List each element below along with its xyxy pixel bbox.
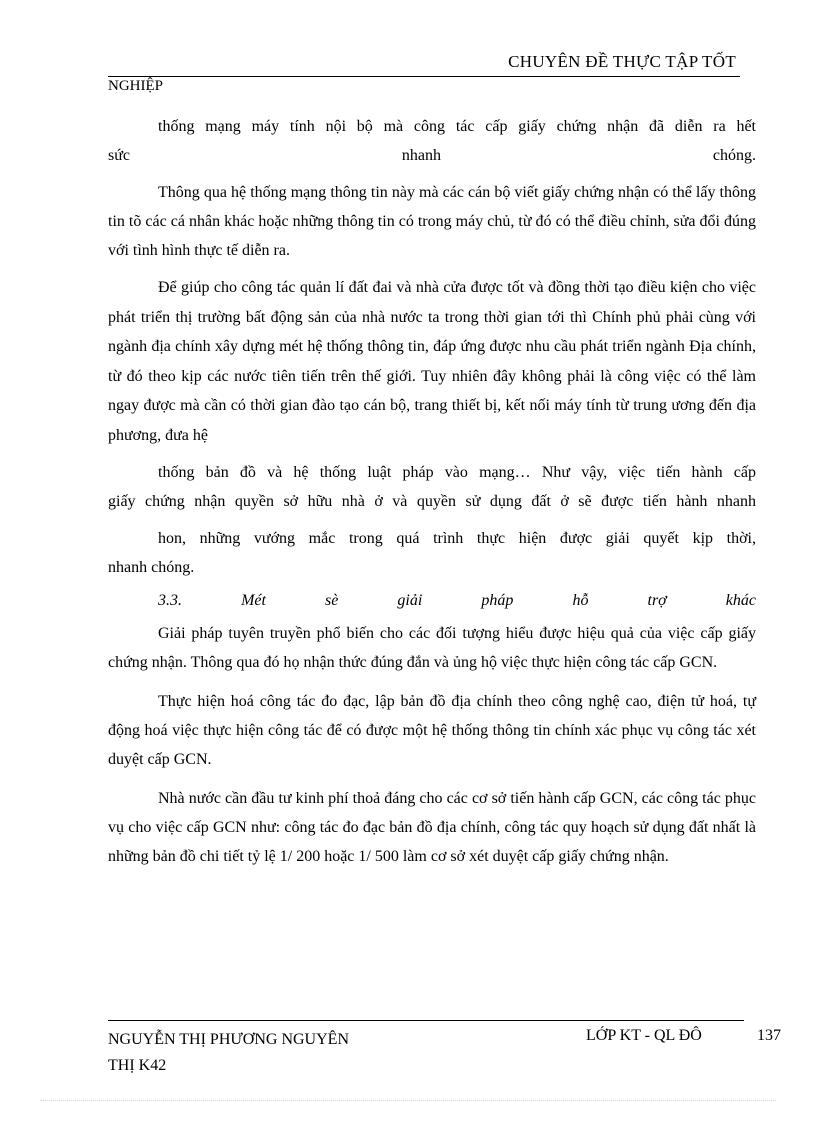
- paragraph-1-line-2: sức nhanh chóng.: [108, 147, 756, 164]
- paragraph-3: Để giúp cho công tác quản lí đất đai và nhà cửa được tốt và đồng thời tạo điều kiện cho việc phát triển thị trường bất động sản của nhà nước ta trong thời gian tới thì Chính phủ phải cùng với ngành địa chính xây dựng mét hệ thống thông tin, đáp ứng được nhu cầu phát triển ngành Địa chính, từ đó theo kịp các nước tiên tiến trên thế giới. Tuy nhiên đây không phải là công việc có thể làm ngay được mà cần có thời gian đào tạo cán bộ, trang thiết bị, kết nối máy tính từ trung ương đến địa phương, đưa hệ: [108, 279, 756, 444]
- paragraph-5-line-1: hon, những vướng mắc trong quá trình thực hiện được giải quyết kịp thời,: [158, 530, 756, 547]
- paragraph-8: Nhà nước cần đầu tư kinh phí thoả đáng cho các cơ sở tiến hành cấp GCN, các công tác phục vụ cho việc cấp GCN như: công tác đo đạc bản đồ địa chính, công tác quy hoạch sử dụng đất nhất là những bản đồ chi tiết tỷ lệ 1/ 200 hoặc 1/ 500 làm cơ sở xét duyệt cấp giấy chứng nhận.: [108, 790, 756, 865]
- paragraph-5-line-2: nhanh chóng.: [108, 559, 195, 576]
- footer-author-line-2: THỊ K42: [108, 1057, 167, 1074]
- header-title: CHUYÊN ĐỀ THỰC TẬP TỐT: [508, 52, 736, 71]
- header-title-continuation: NGHIỆP: [108, 78, 163, 94]
- footer-class: LỚP KT - QL ĐÔ: [586, 1027, 702, 1044]
- section-heading: 3.3. Mét sè giải pháp hỗ trợ khác: [158, 592, 756, 609]
- footer-author-line-1: NGUYỄN THỊ PHƯƠNG NGUYÊN: [108, 1031, 349, 1048]
- paragraph-4-line-1: thống bản đồ và hệ thống luật pháp vào mạng… Như vậy, việc tiến hành cấp: [158, 464, 756, 481]
- paragraph-2: Thông qua hệ thống mạng thông tin này mà các cán bộ viết giấy chứng nhận có thể lấy thông tin tõ các cá nhân khác hoặc những thông tin có trong máy chủ, từ đó có thể điều chỉnh, sửa đổi đúng với tình hình thực tế diễn ra.: [108, 184, 756, 259]
- document-body: [108, 112, 756, 871]
- paragraph-4-line-2: giấy chứng nhận quyền sở hữu nhà ở và quyền sử dụng đất ở sẽ được tiến hành nhanh: [108, 493, 756, 510]
- footer-rule: [108, 1020, 744, 1021]
- page-number: 137: [757, 1027, 781, 1044]
- header-rule: [108, 76, 740, 77]
- paragraph-1-line-1: thống mạng máy tính nội bộ mà công tác cấp giấy chứng nhận đã diễn ra hết: [158, 118, 756, 135]
- page-bottom-border: [40, 1100, 776, 1101]
- paragraph-7: Thực hiện hoá công tác đo đạc, lập bản đồ địa chính theo công nghệ cao, điện tử hoá, tự động hoá việc thực hiện công tác để có được một hệ thống thông tin chính xác phục vụ công tác xét duyệt cấp GCN.: [108, 693, 756, 768]
- paragraph-6: Giải pháp tuyên truyền phổ biến cho các đối tượng hiểu được hiệu quả của việc cấp giấy chứng nhận. Thông qua đó họ nhận thức đúng đắn và ủng hộ việc thực hiện công tác cấp GCN.: [108, 625, 756, 671]
- footer-author: [108, 1027, 349, 1079]
